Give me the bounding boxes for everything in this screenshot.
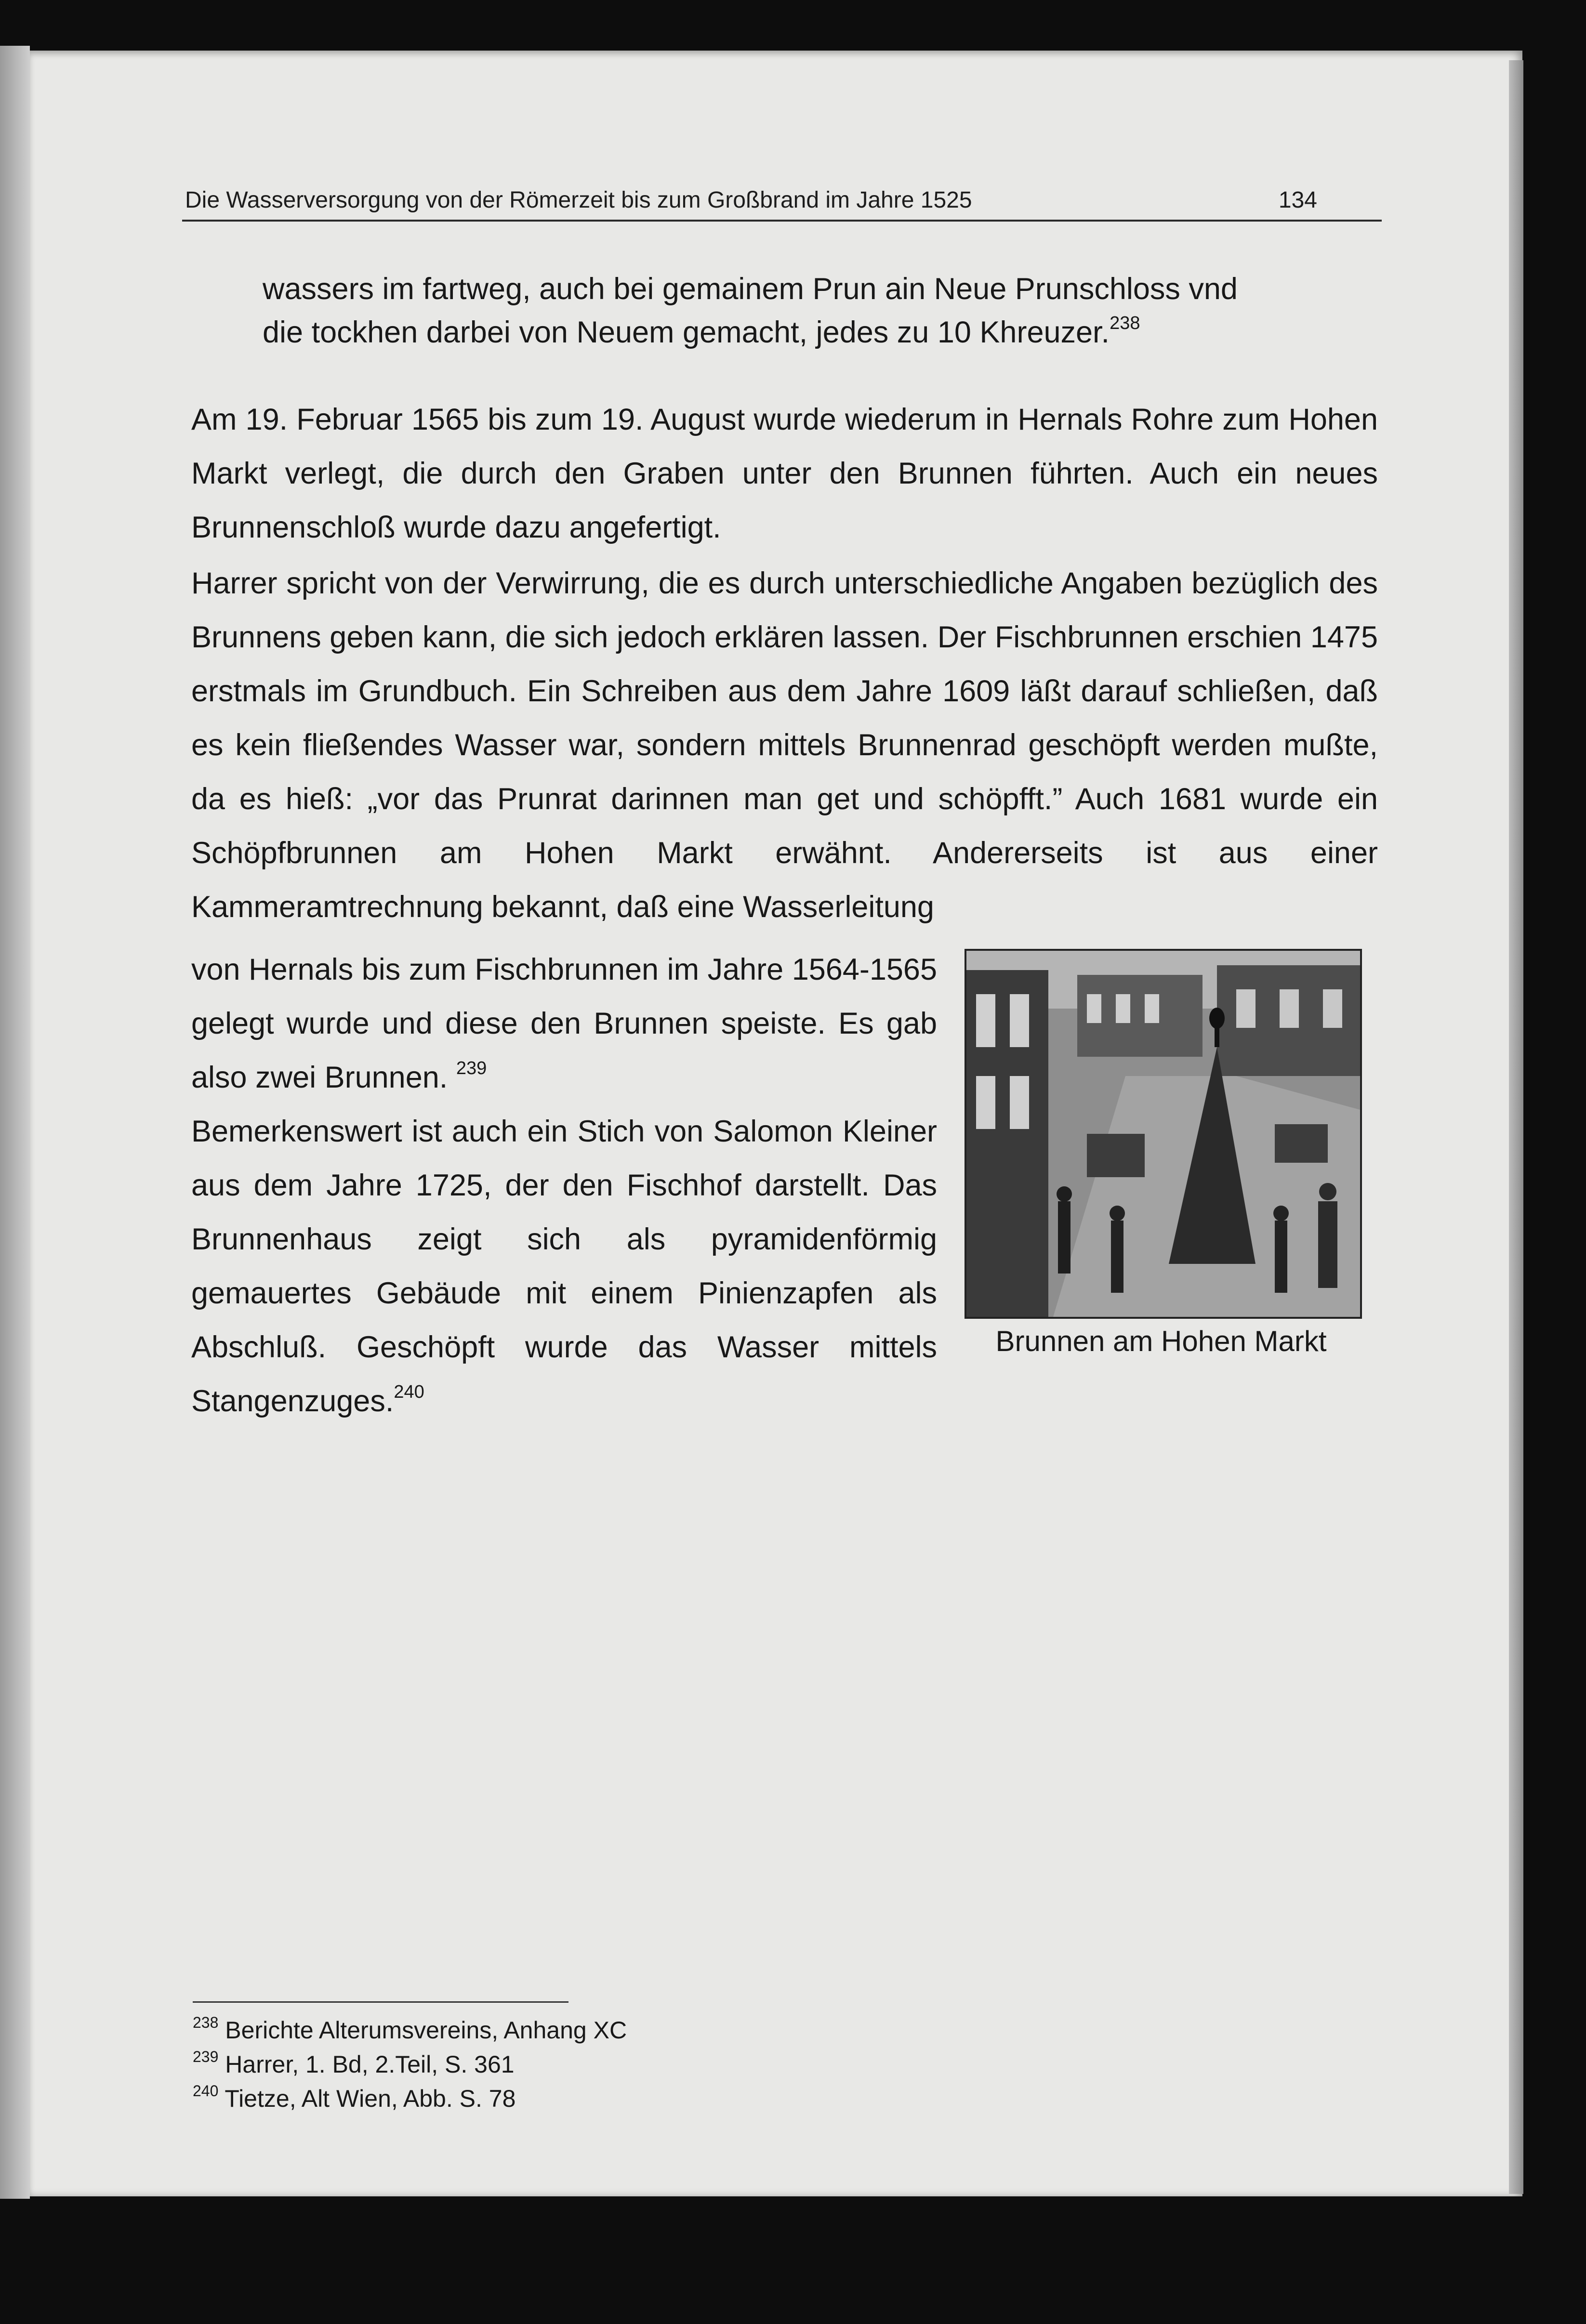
footnote-rule: [193, 2001, 568, 2003]
engraving-figure: [965, 949, 1362, 1319]
block-quote: [263, 267, 1294, 354]
running-head: [185, 187, 1380, 213]
quote-line-2: die tockhen darbei von Neuem gemacht, jedes zu 10 Khreuzer.$^{238}$: [263, 313, 1140, 349]
paragraph-2: Harrer spricht von der Verwirrung, die es durch unterschiedliche Angaben bezüglich des Brunnens geben kann, die sich jedoch erklären lassen. Der Fischbrunnen erschien 1475 erstmals im Grundbuch. Ein Schreiben aus dem Jahre 1609 läßt darauf schließen, daß es kein fließendes Wasser war, sondern mittels Brunnenrad geschöpft werden mußte, da es hieß: „vor das Prunrat darinnen man get und schöpfft.” Auch 1681 wurde ein Schöpfbrunnen am Hohen Markt erwähnt. Andererseits ist aus einer Kammeramtrechnung bekannt, daß eine Wasserleitung: [191, 566, 1378, 924]
footnote-ref-238: 238: [1110, 313, 1140, 333]
footnotes: [193, 2013, 627, 2116]
footnote-ref-239: 239: [456, 1058, 487, 1078]
figure-caption: Brunnen am Hohen Markt: [995, 1325, 1327, 1357]
paragraph-3: von Hernals bis zum Fischbrunnen im Jahre 1564-1565 gelegt wurde und diese den Brunnen speiste. Es gab also zwei Brunnen. $^{239}$: [191, 953, 937, 1094]
paragraph-1: Am 19. Februar 1565 bis zum 19. August wurde wiederum in Hernals Rohre zum Hohen Markt verlegt, die durch den Graben unter den Brunnen führten. Auch ein neues Brunnenschloß wurde dazu angefertigt.: [191, 403, 1378, 544]
running-head-title: Die Wasserversorgung von der Römerzeit bis zum Großbrand im Jahre 1525: [185, 187, 972, 213]
footnote-239: $^{239}$ Harrer, 1. Bd, 2.Teil, S. 361: [193, 2048, 515, 2078]
footnote-240: $^{240}$ Tietze, Alt Wien, Abb. S. 78: [193, 2082, 516, 2112]
body-text-column: [191, 943, 937, 1428]
page-number: 134: [1278, 187, 1317, 213]
engraving-illustration: [966, 951, 1360, 1317]
body-text-full-width: [191, 393, 1378, 934]
page-left-edge: [0, 46, 30, 2199]
paragraph-4: Bemerkenswert ist auch ein Stich von Salomon Kleiner aus dem Jahre 1725, der den Fischhof darstellt. Das Brunnenhaus zeigt sich als pyramidenförmig gemauertes Gebäude mit einem Pinienzapfen als Abschluß. Geschöpft wurde das Wasser mittels Stangenzuges.$^{240}$: [191, 1115, 937, 1418]
page-right-edge: [1509, 60, 1523, 2194]
header-rule: [182, 220, 1382, 222]
quote-line-1: wassers im fartweg, auch bei gemainem Prun ain Neue Prunschloss vnd: [263, 272, 1238, 306]
footnote-238: $^{238}$ Berichte Alterumsvereins, Anhang XC: [193, 2014, 627, 2044]
footnote-ref-240: 240: [394, 1382, 424, 1402]
